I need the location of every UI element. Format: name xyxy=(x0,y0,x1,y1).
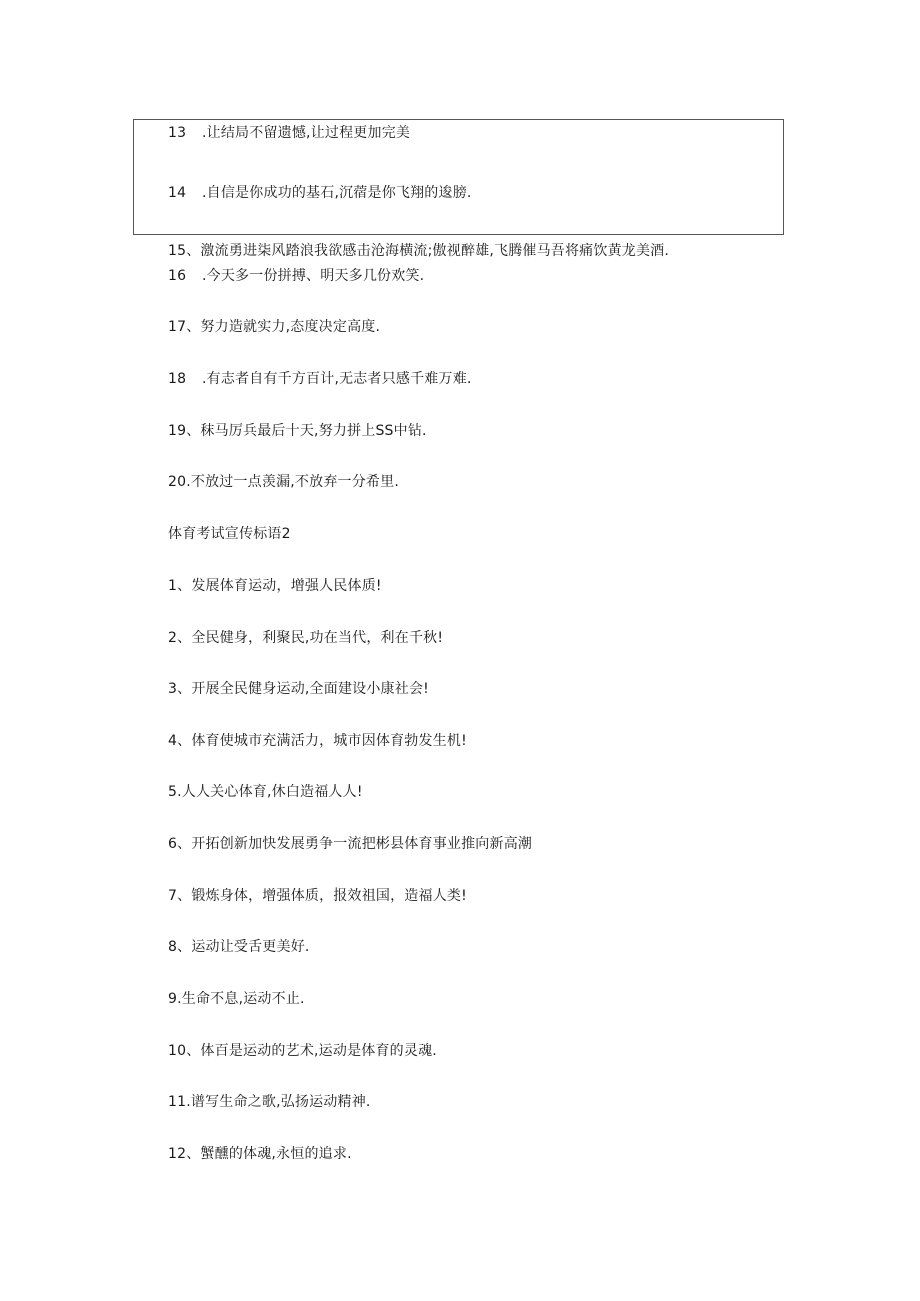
list-item xyxy=(168,989,305,1009)
item-text: 生命不息,运动不止. xyxy=(181,991,305,1007)
item-text: .让结局不留遗憾,让过程更加完美 xyxy=(202,125,411,141)
item-number: 8、 xyxy=(168,939,192,955)
item-number: 16 xyxy=(168,268,187,284)
item-number: 3、 xyxy=(168,681,192,697)
list-item xyxy=(168,241,669,261)
item-number: 19、 xyxy=(168,423,201,439)
item-number: 14 xyxy=(168,185,187,201)
item-text: 不放过一点羡漏,不放弃一分希里. xyxy=(190,474,399,490)
item-number: 4、 xyxy=(168,733,192,749)
item-text: 开展全民健身运动,全面建设小康社会! xyxy=(191,681,429,697)
item-text: 锻炼身体，增强体质，报效祖国，造福人类! xyxy=(191,888,467,904)
list-item xyxy=(168,834,532,854)
item-number: 18 xyxy=(168,371,187,387)
list-item xyxy=(168,266,424,286)
item-text: 谱写生命之歌,弘扬运动精神. xyxy=(190,1094,371,1110)
list-item xyxy=(168,472,399,492)
item-text: 开拓创新加快发展勇争一流把彬县体育事业推向新高潮 xyxy=(191,836,533,852)
item-number: 10、 xyxy=(168,1043,201,1059)
list-item xyxy=(168,123,410,143)
item-text: 全民健身，利聚民,功在当代，利在千秋! xyxy=(191,630,444,646)
item-number: 13 xyxy=(168,125,187,141)
item-text: 激流勇进柒风踏浪我欲感击沧海横流;傲视醉雄,飞腾催马吾将痛饮黄龙美酒. xyxy=(200,243,670,259)
list-item xyxy=(168,421,427,441)
item-text: 人人关心体育,休白造福人人! xyxy=(181,784,363,800)
item-text: .今天多一份拼搏、明天多几份欢笑. xyxy=(202,268,425,284)
list-item xyxy=(168,369,472,389)
item-number: 20. xyxy=(168,474,191,490)
item-number: 9. xyxy=(168,991,182,1007)
list-item xyxy=(168,183,472,203)
list-item xyxy=(168,731,467,751)
item-number: 12、 xyxy=(168,1146,201,1162)
item-number: 7、 xyxy=(168,888,192,904)
item-number: 11. xyxy=(168,1094,191,1110)
list-item xyxy=(168,679,429,699)
item-number: 17、 xyxy=(168,319,201,335)
list-item xyxy=(168,317,380,337)
list-item xyxy=(168,886,467,906)
item-number: 15、 xyxy=(168,243,201,259)
item-text: .自信是你成功的基石,沉蓿是你飞翔的逡膀. xyxy=(202,185,472,201)
section-title: 体育考试宣传标语2 xyxy=(168,526,291,542)
item-number: 6、 xyxy=(168,836,192,852)
list-item xyxy=(168,782,363,802)
item-text: 运动让受舌更美好. xyxy=(191,939,310,955)
item-text: 努力造就实力,态度决定高度. xyxy=(200,319,381,335)
item-number: 2、 xyxy=(168,630,192,646)
item-text: 体百是运动的艺术,运动是体育的灵魂. xyxy=(200,1043,437,1059)
list-item xyxy=(168,576,382,596)
list-item xyxy=(168,1092,371,1112)
list-item xyxy=(168,1041,437,1061)
item-number: 5. xyxy=(168,784,182,800)
item-number: 1、 xyxy=(168,578,192,594)
list-item xyxy=(168,937,310,957)
item-text: 蟹醺的体魂,永恒的追求. xyxy=(200,1146,352,1162)
item-text: 发展体育运动，增强人民体质! xyxy=(191,578,382,594)
item-text: .有志者自有千方百计,无志者只感千难万难. xyxy=(202,371,472,387)
list-item xyxy=(168,1144,352,1164)
item-text: 秣马厉兵最后十天,努力拼上SS中钻. xyxy=(200,423,427,439)
list-item xyxy=(168,628,443,648)
item-text: 体育使城市充满活力，城市因体育勃发生机! xyxy=(191,733,467,749)
